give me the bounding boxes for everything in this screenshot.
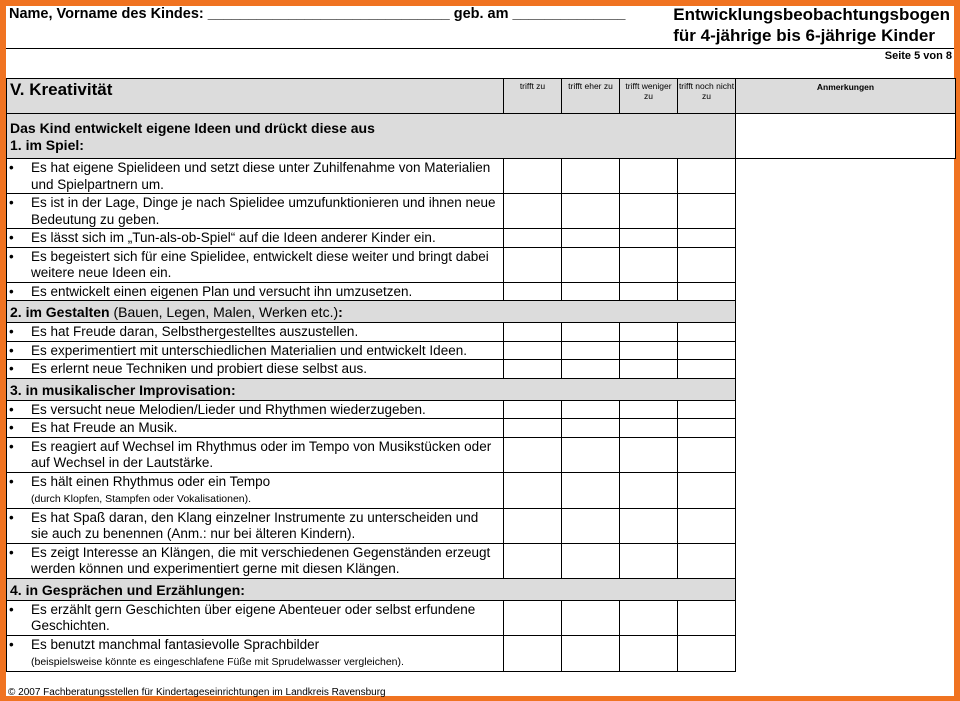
rating-cell[interactable] <box>562 194 620 229</box>
rating-cell[interactable] <box>678 194 736 229</box>
item-text: Es hat Spaß daran, den Klang einzelner Instrumente zu unterscheiden und sie auch zu benennen (Anm.: nur bei älteren Kindern). <box>31 509 479 541</box>
bullet: • <box>9 636 14 652</box>
rating-cell[interactable] <box>678 600 736 635</box>
item-text: Es erlernt neue Techniken und probiert diese selbst aus. <box>31 361 367 376</box>
rating-cell[interactable] <box>620 341 678 360</box>
rating-cell[interactable] <box>562 360 620 379</box>
rating-cell[interactable] <box>504 229 562 248</box>
rating-cell[interactable] <box>504 341 562 360</box>
rating-cell[interactable] <box>678 472 736 508</box>
rating-cell[interactable] <box>562 472 620 508</box>
item-text: Es begeistert sich für eine Spielidee, entwickelt diese weiter und bringt dabei weitere neue Ideen ein. <box>31 248 489 280</box>
table-row <box>7 419 956 438</box>
rating-cell[interactable] <box>620 159 678 194</box>
table-row <box>7 543 956 578</box>
table-row <box>7 508 956 543</box>
bullet: • <box>9 160 14 175</box>
table-row <box>7 247 956 282</box>
rating-cell[interactable] <box>678 323 736 342</box>
item-text: Es experimentiert mit unterschiedlichen Materialien und entwickelt Ideen. <box>31 342 467 358</box>
item-text: Es benutzt manchmal fantasievolle Sprachbilder <box>31 636 320 652</box>
rating-cell[interactable] <box>504 247 562 282</box>
rating-cell[interactable] <box>678 419 736 438</box>
observation-table <box>6 78 956 672</box>
rating-cell[interactable] <box>504 437 562 472</box>
table-row <box>7 341 956 360</box>
rating-cell[interactable] <box>504 472 562 508</box>
intro-line1: Das Kind entwickelt eigene Ideen und drückt diese aus <box>10 120 375 136</box>
bullet: • <box>9 544 14 560</box>
rating-cell[interactable] <box>504 400 562 419</box>
rating-cell[interactable] <box>562 229 620 248</box>
rating-cell[interactable] <box>620 543 678 578</box>
form-title-line2: für 4-jährige bis 6-jährige Kinder <box>673 26 935 45</box>
rating-cell[interactable] <box>562 282 620 301</box>
table-row <box>7 323 956 342</box>
rating-cell[interactable] <box>620 400 678 419</box>
rating-cell[interactable] <box>678 508 736 543</box>
item-text: Es zeigt Interesse an Klängen, die mit verschiedenen Gegenständen erzeugt werden können und experimentiert gerne mit diesen Klängen. <box>31 544 491 576</box>
table-row <box>7 360 956 379</box>
bullet: • <box>9 438 14 454</box>
col-trifft-noch-nicht-zu: trifft noch nicht zu <box>678 79 736 114</box>
bullet: • <box>9 230 14 245</box>
group3-header-row <box>7 378 956 400</box>
table-row <box>7 229 956 248</box>
rating-cell[interactable] <box>504 543 562 578</box>
form-title <box>673 4 950 46</box>
item-text: Es erzählt gern Geschichten über eigene Abenteuer oder selbst erfundene Geschichten. <box>31 601 476 633</box>
remarks-area[interactable] <box>736 114 956 159</box>
table-row <box>7 437 956 472</box>
rating-cell[interactable] <box>504 323 562 342</box>
group2-title: 2. im Gestalten (Bauen, Legen, Malen, Werken etc.): <box>7 301 736 323</box>
rating-cell[interactable] <box>504 635 562 671</box>
rating-cell[interactable] <box>562 419 620 438</box>
rating-cell[interactable] <box>620 600 678 635</box>
item-text: Es hat eigene Spielideen und setzt diese unter Zuhilfenahme von Materialien und Spielpartnern um. <box>31 160 491 192</box>
item-text: Es entwickelt einen eigenen Plan und versucht ihn umzusetzen. <box>31 283 413 299</box>
rating-cell[interactable] <box>562 508 620 543</box>
col-trifft-weniger-zu: trifft weniger zu <box>620 79 678 114</box>
rating-cell[interactable] <box>678 341 736 360</box>
child-name-field: Name, Vorname des Kindes: ______________________________ geb. am ______________ <box>9 6 626 22</box>
rating-cell[interactable] <box>620 508 678 543</box>
col-trifft-zu: trifft zu <box>504 79 562 114</box>
bullet: • <box>9 283 14 299</box>
rating-cell[interactable] <box>620 472 678 508</box>
group1-title: 1. im Spiel: <box>10 137 84 153</box>
rating-cell[interactable] <box>562 400 620 419</box>
rating-cell[interactable] <box>562 341 620 360</box>
table-row <box>7 282 956 301</box>
bullet: • <box>9 342 14 358</box>
rating-cell[interactable] <box>678 159 736 194</box>
group4-items <box>7 600 956 671</box>
bullet: • <box>9 401 14 417</box>
rating-cell[interactable] <box>620 282 678 301</box>
group2-header-row <box>7 301 956 323</box>
form-title-line1: Entwicklungsbeobachtungsbogen <box>673 5 950 24</box>
rating-cell[interactable] <box>620 323 678 342</box>
group3-items <box>7 400 956 578</box>
bullet: • <box>9 324 14 339</box>
bullet: • <box>9 509 14 525</box>
bullet: • <box>9 473 14 489</box>
header-divider <box>6 48 954 49</box>
rating-cell[interactable] <box>678 360 736 379</box>
page-number: Seite 5 von 8 <box>884 50 952 62</box>
group1-items <box>7 159 956 301</box>
item-text: Es ist in der Lage, Dinge je nach Spielidee umzufunktionieren und ihnen neue Bedeutung zu geben. <box>31 195 496 227</box>
rating-cell[interactable] <box>504 159 562 194</box>
table-row <box>7 635 956 671</box>
rating-cell[interactable] <box>620 360 678 379</box>
item-note: (beispielsweise könnte es eingeschlafene Füße mit Sprudelwasser vergleichen). <box>31 656 404 668</box>
rating-cell[interactable] <box>620 419 678 438</box>
table-row <box>7 159 956 194</box>
rating-cell[interactable] <box>562 635 620 671</box>
rating-cell[interactable] <box>620 247 678 282</box>
rating-cell[interactable] <box>678 543 736 578</box>
intro-row <box>7 114 956 159</box>
rating-cell[interactable] <box>620 437 678 472</box>
rating-cell[interactable] <box>562 600 620 635</box>
rating-cell[interactable] <box>562 437 620 472</box>
item-text: Es reagiert auf Wechsel im Rhythmus oder im Tempo von Musikstücken oder auf Wechsel in der Lautstärke. <box>31 438 492 470</box>
rating-cell[interactable] <box>562 247 620 282</box>
rating-cell[interactable] <box>678 247 736 282</box>
table-row <box>7 472 956 508</box>
group3-title: 3. in musikalischer Improvisation: <box>7 378 736 400</box>
col-anmerkungen: Anmerkungen <box>736 79 956 114</box>
rating-cell[interactable] <box>504 194 562 229</box>
table-row <box>7 194 956 229</box>
section-header-row <box>7 79 956 114</box>
copyright-footer: © 2007 Fachberatungsstellen für Kindertageseinrichtungen im Landkreis Ravensburg <box>8 687 386 698</box>
bullet: • <box>9 248 14 264</box>
group2-items <box>7 323 956 379</box>
rating-cell[interactable] <box>504 419 562 438</box>
bullet: • <box>9 420 14 435</box>
rating-cell[interactable] <box>678 635 736 671</box>
rating-cell[interactable] <box>678 229 736 248</box>
item-note: (durch Klopfen, Stampfen oder Vokalisationen). <box>31 493 252 505</box>
rating-cell[interactable] <box>504 600 562 635</box>
bullet: • <box>9 195 14 210</box>
bullet: • <box>9 601 14 617</box>
rating-cell[interactable] <box>562 543 620 578</box>
item-text: Es hat Freude daran, Selbsthergestelltes auszustellen. <box>31 324 359 339</box>
item-text: Es lässt sich im „Tun-als-ob-Spiel“ auf die Ideen anderer Kinder ein. <box>31 230 436 245</box>
section-title: V. Kreativität <box>7 79 504 114</box>
rating-cell[interactable] <box>620 229 678 248</box>
group4-header-row <box>7 578 956 600</box>
rating-cell[interactable] <box>504 282 562 301</box>
item-text: Es versucht neue Melodien/Lieder und Rhythmen wiederzugeben. <box>31 401 426 417</box>
col-trifft-eher-zu: trifft eher zu <box>562 79 620 114</box>
rating-cell[interactable] <box>678 437 736 472</box>
intro-heading <box>7 114 736 159</box>
table-row <box>7 600 956 635</box>
rating-cell[interactable] <box>562 159 620 194</box>
rating-cell[interactable] <box>504 360 562 379</box>
rating-cell[interactable] <box>678 282 736 301</box>
rating-cell[interactable] <box>562 323 620 342</box>
rating-cell[interactable] <box>620 194 678 229</box>
rating-cell[interactable] <box>620 635 678 671</box>
item-text: Es hält einen Rhythmus oder ein Tempo <box>31 473 271 489</box>
rating-cell[interactable] <box>678 400 736 419</box>
bullet: • <box>9 361 14 376</box>
table-row <box>7 400 956 419</box>
rating-cell[interactable] <box>504 508 562 543</box>
item-text: Es hat Freude an Musik. <box>31 420 178 435</box>
group4-title: 4. in Gesprächen und Erzählungen: <box>7 578 736 600</box>
